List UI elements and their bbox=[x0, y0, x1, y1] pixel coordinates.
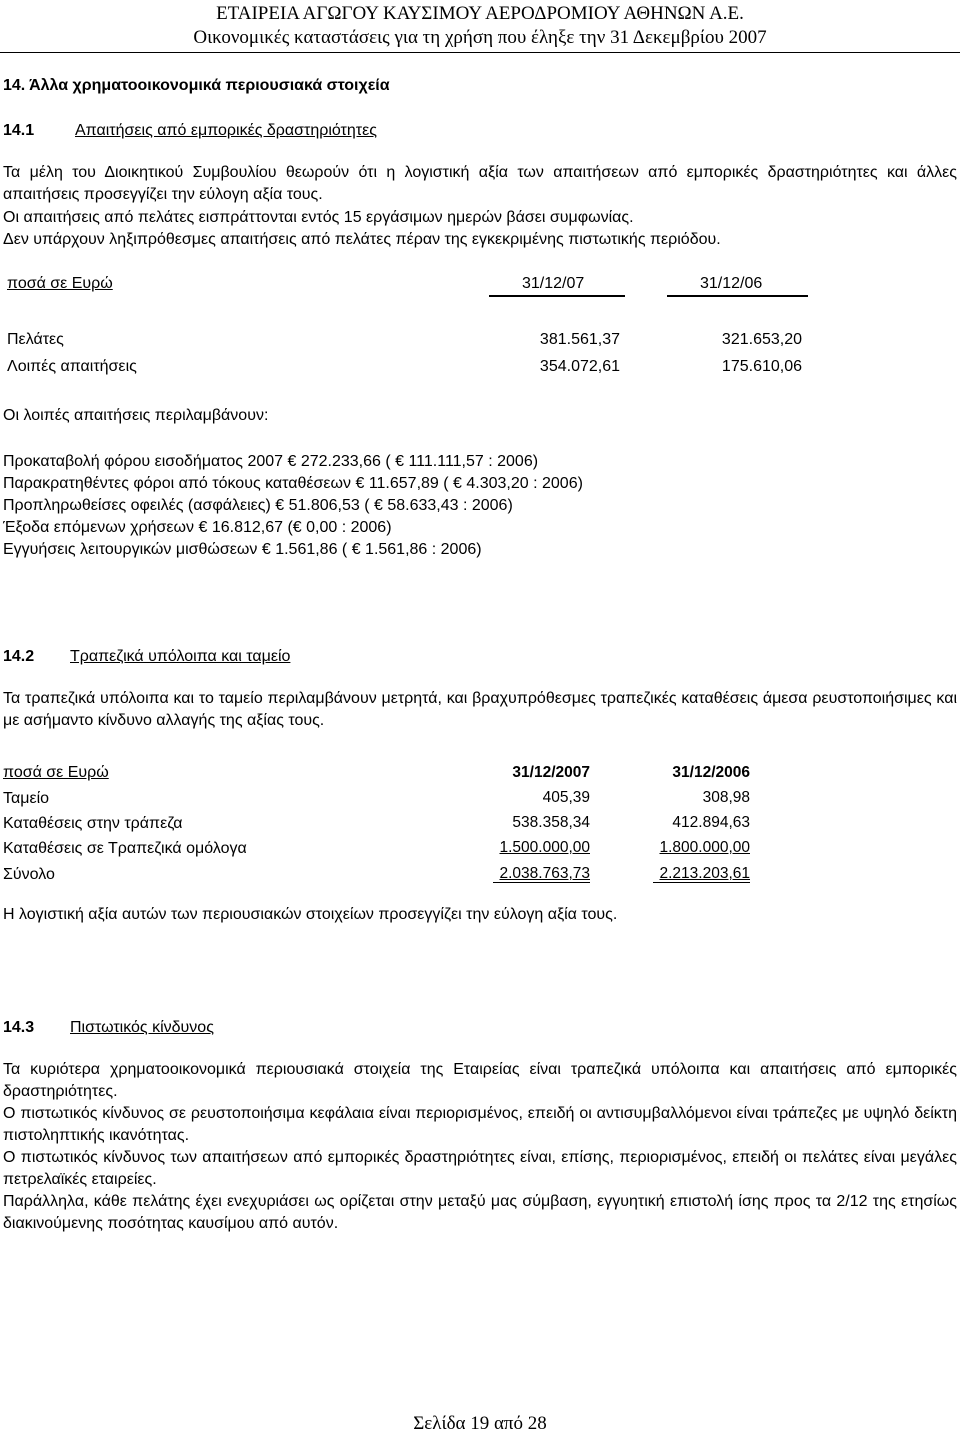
s141-paragraph-2: Οι απαιτήσεις από πελάτες εισπράττονται εντός 15 εργάσιμων ημερών βάσει συμφωνίας. bbox=[3, 209, 634, 226]
s142-col-2006: 31/12/2006 bbox=[672, 764, 750, 781]
s142-row-cash-2007: 405,39 bbox=[542, 789, 590, 806]
s141-row-other-label: Λοιπές απαιτήσεις bbox=[7, 358, 137, 375]
s141-other-item: Παρακρατηθέντες φόροι από τόκους καταθέσεων € 11.657,89 ( € 4.303,20 : 2006) bbox=[3, 475, 583, 492]
s141-amount-label: ποσά σε Ευρώ bbox=[7, 275, 113, 292]
s141-col-2006: 31/12/06 bbox=[700, 275, 763, 292]
s141-col-2007: 31/12/07 bbox=[522, 275, 585, 292]
s142-total-2007-double-underline bbox=[493, 882, 590, 883]
s141-paragraph-1: Τα μέλη του Διοικητικού Συμβουλίου θεωρούν ότι η λογιστική αξία των απαιτήσεων από εμπορικές δραστηριότητες και άλλες απαιτήσεις προσεγγίζει την εύλογη αξία τους. bbox=[3, 164, 957, 203]
s141-col-2006-underline bbox=[667, 295, 808, 297]
s142-row-bonds-2006: 1.800.000,00 bbox=[659, 839, 750, 856]
s141-row-customers-label: Πελάτες bbox=[7, 331, 64, 348]
s142-row-cash-2006: 308,98 bbox=[702, 789, 750, 806]
s142-row-deposits-2006: 412.894,63 bbox=[672, 814, 750, 831]
s141-row-customers-2007: 381.561,37 bbox=[539, 331, 620, 348]
section-14-1-number: 14.1 bbox=[3, 122, 35, 139]
s142-row-total-label: Σύνολο bbox=[3, 866, 55, 883]
page-number: Σελίδα 19 από 28 bbox=[413, 1413, 547, 1434]
s142-row-deposits-label: Καταθέσεις στην τράπεζα bbox=[3, 815, 183, 832]
s142-row-cash-label: Ταμείο bbox=[3, 790, 50, 807]
s143-paragraph-4: Παράλληλα, κάθε πελάτης έχει ενεχυριάσει ως ορίζεται στην μεταξύ μας σύμβαση, εγγυητική επιστολή ίσης προς τα 2/12 της ετησίως διακινούμενης ποσότητας καυσίμου από αυτόν. bbox=[3, 1193, 957, 1232]
s142-amount-label: ποσά σε Ευρώ bbox=[3, 764, 109, 781]
section-14-3-number: 14.3 bbox=[3, 1019, 35, 1036]
s141-other-item: Προκαταβολή φόρου εισοδήματος 2007 € 272.233,66 ( € 111.111,57 : 2006) bbox=[3, 453, 539, 470]
header-divider bbox=[0, 52, 960, 53]
s141-col-2007-underline bbox=[489, 295, 625, 297]
section-14-2-title: Τραπεζικά υπόλοιπα και ταμείο bbox=[70, 648, 291, 665]
s142-row-bonds-2007: 1.500.000,00 bbox=[499, 839, 590, 856]
document-subtitle: Οικονομικές καταστάσεις για τη χρήση που έληξε την 31 Δεκεμβρίου 2007 bbox=[193, 27, 767, 48]
section-14-title: 14. Άλλα χρηματοοικονομικά περιουσιακά στοιχεία bbox=[3, 77, 390, 94]
s141-other-intro: Οι λοιπές απαιτήσεις περιλαμβάνουν: bbox=[3, 407, 269, 424]
s141-other-item: Έξοδα επόμενων χρήσεων € 16.812,67 (€ 0,00 : 2006) bbox=[3, 519, 392, 536]
section-14-1-title: Απαιτήσεις από εμπορικές δραστηριότητες bbox=[75, 122, 377, 139]
s141-row-customers-2006: 321.653,20 bbox=[721, 331, 802, 348]
s142-closing: Η λογιστική αξία αυτών των περιουσιακών στοιχείων προσεγγίζει την εύλογη αξία τους. bbox=[3, 906, 618, 923]
s142-row-deposits-2007: 538.358,34 bbox=[512, 814, 590, 831]
s142-row-bonds-label: Καταθέσεις σε Τραπεζικά ομόλογα bbox=[3, 840, 247, 857]
s142-paragraph: Τα τραπεζικά υπόλοιπα και το ταμείο περιλαμβάνουν μετρητά, και βραχυπρόθεσμες τραπεζικές καταθέσεις άμεσα ρευστοποιήσιμες και με ασήμαντο κίνδυνο αλλαγής της αξίας τους. bbox=[3, 690, 957, 729]
section-14-2-number: 14.2 bbox=[3, 648, 35, 665]
s141-other-item: Προπληρωθείσες οφειλές (ασφάλειες) € 51.806,53 ( € 58.633,43 : 2006) bbox=[3, 497, 513, 514]
s141-row-other-2007: 354.072,61 bbox=[539, 358, 620, 375]
s142-col-2007: 31/12/2007 bbox=[512, 764, 590, 781]
section-14-3-title: Πιστωτικός κίνδυνος bbox=[70, 1019, 214, 1036]
s143-paragraph-3: Ο πιστωτικός κίνδυνος των απαιτήσεων από εμπορικές δραστηριότητες είναι, επίσης, περιορισμένος, επειδή οι πελάτες είναι μεγάλες πετρελαϊκές εταιρείες. bbox=[3, 1149, 957, 1188]
s142-row-total-2007: 2.038.763,73 bbox=[499, 865, 590, 882]
s143-paragraph-2: Ο πιστωτικός κίνδυνος σε ρευστοποιήσιμα κεφάλαια είναι περιορισμένος, επειδή οι αντισυμβαλλόμενοι είναι τράπεζες με υψηλό δείκτη πιστοληπτικής ικανότητας. bbox=[3, 1105, 957, 1144]
s141-row-other-2006: 175.610,06 bbox=[721, 358, 802, 375]
s143-paragraph-1: Τα κυριότερα χρηματοοικονομικά περιουσιακά στοιχεία της Εταιρείας είναι τραπεζικά υπόλοιπα και απαιτήσεις από εμπορικές δραστηριότητες. bbox=[3, 1061, 957, 1100]
company-header: ΕΤΑΙΡΕΙΑ ΑΓΩΓΟΥ ΚΑΥΣΙΜΟΥ ΑΕΡΟΔΡΟΜΙΟΥ ΑΘΗΝΩΝ Α.Ε. bbox=[216, 3, 744, 24]
s142-total-2006-double-underline bbox=[653, 882, 750, 883]
s142-row-total-2006: 2.213.203,61 bbox=[659, 865, 750, 882]
s141-paragraph-3: Δεν υπάρχουν ληξιπρόθεσμες απαιτήσεις από πελάτες πέραν της εγκεκριμένης πιστωτικής περιόδου. bbox=[3, 231, 721, 248]
s141-other-item: Εγγυήσεις λειτουργικών μισθώσεων € 1.561,86 ( € 1.561,86 : 2006) bbox=[3, 541, 482, 558]
